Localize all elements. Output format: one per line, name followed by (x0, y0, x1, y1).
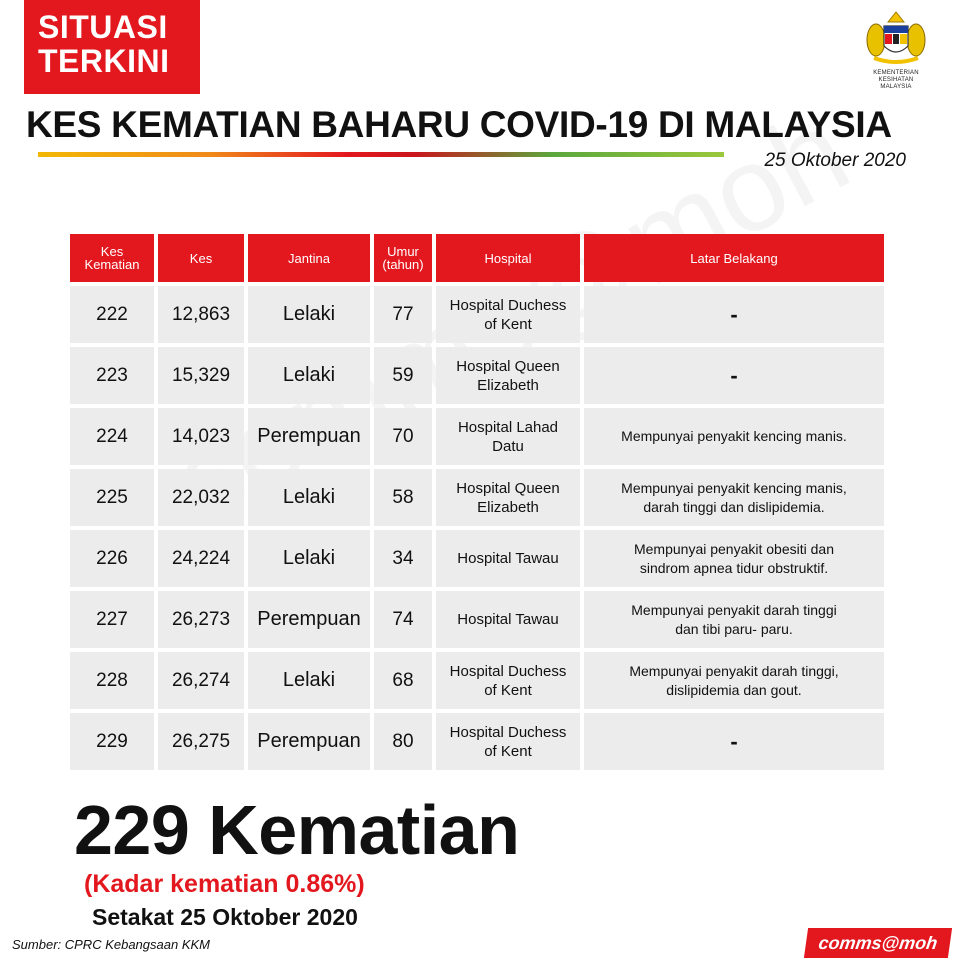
table-body (70, 286, 884, 770)
cell-latar-belakang: Mempunyai penyakit darah tinggi, dislipidemia dan gout. (584, 652, 884, 709)
malaysia-coat-of-arms-icon (864, 8, 928, 68)
table-row (70, 713, 884, 770)
table-header-cell: Latar Belakang (584, 234, 884, 282)
cell-latar-belakang: - (584, 713, 884, 770)
cell-hospital: Hospital Duchess of Kent (436, 286, 580, 343)
cell-kes: 14,023 (158, 408, 244, 465)
cell-jantina: Perempuan (248, 591, 370, 648)
table-header-row (70, 234, 884, 282)
cell-kes: 24,224 (158, 530, 244, 587)
cell-hospital: Hospital Tawau (436, 530, 580, 587)
cell-umur: 58 (374, 469, 432, 526)
cell-latar-belakang: Mempunyai penyakit darah tinggi dan tibi paru- paru. (584, 591, 884, 648)
table-row (70, 347, 884, 404)
cell-jantina: Lelaki (248, 469, 370, 526)
cell-kes-kematian: 225 (70, 469, 154, 526)
cell-latar-belakang: - (584, 286, 884, 343)
cell-kes-kematian: 226 (70, 530, 154, 587)
as-of-date: Setakat 25 Oktober 2020 (92, 904, 358, 930)
cell-latar-belakang: Mempunyai penyakit kencing manis. (584, 408, 884, 465)
cell-jantina: Perempuan (248, 713, 370, 770)
table-row (70, 591, 884, 648)
cell-kes-kematian: 224 (70, 408, 154, 465)
title-gradient-rule (38, 152, 724, 157)
page-title: KES KEMATIAN BAHARU COVID-19 DI MALAYSIA (26, 104, 892, 145)
cell-latar-belakang: Mempunyai penyakit kencing manis, darah tinggi dan dislipidemia. (584, 469, 884, 526)
cell-hospital: Hospital Queen Elizabeth (436, 469, 580, 526)
cell-kes: 22,032 (158, 469, 244, 526)
cell-kes: 15,329 (158, 347, 244, 404)
source-note: Sumber: CPRC Kebangsaan KKM (12, 937, 210, 952)
death-rate: (Kadar kematian 0.86%) (84, 870, 365, 898)
table-header-cell: Hospital (436, 234, 580, 282)
cell-latar-belakang: Mempunyai penyakit obesiti dan sindrom apnea tidur obstruktif. (584, 530, 884, 587)
table-row (70, 652, 884, 709)
table-header-cell: Kes Kematian (70, 234, 154, 282)
cell-hospital: Hospital Duchess of Kent (436, 713, 580, 770)
cell-kes-kematian: 222 (70, 286, 154, 343)
comms-moh-brand: comms@moh (804, 928, 952, 958)
ministry-emblem (856, 8, 936, 92)
table-header-cell: Kes (158, 234, 244, 282)
report-date: 25 Oktober 2020 (764, 150, 906, 171)
table-row (70, 530, 884, 587)
table-header-cell: Jantina (248, 234, 370, 282)
cell-kes: 12,863 (158, 286, 244, 343)
badge-line-1: SITUASI (38, 9, 168, 45)
cell-kes-kematian: 228 (70, 652, 154, 709)
cell-jantina: Lelaki (248, 530, 370, 587)
cell-kes: 26,274 (158, 652, 244, 709)
cell-kes: 26,275 (158, 713, 244, 770)
cell-hospital: Hospital Duchess of Kent (436, 652, 580, 709)
cell-hospital: Hospital Tawau (436, 591, 580, 648)
cell-umur: 59 (374, 347, 432, 404)
cell-umur: 74 (374, 591, 432, 648)
cell-latar-belakang: - (584, 347, 884, 404)
deaths-table-container (70, 230, 892, 774)
cell-umur: 77 (374, 286, 432, 343)
cell-kes-kematian: 229 (70, 713, 154, 770)
table-row (70, 408, 884, 465)
cell-hospital: Hospital Queen Elizabeth (436, 347, 580, 404)
cell-hospital: Hospital Lahad Datu (436, 408, 580, 465)
cell-umur: 80 (374, 713, 432, 770)
death-count: 229 Kematian (74, 791, 520, 869)
cell-kes: 26,273 (158, 591, 244, 648)
cell-jantina: Lelaki (248, 347, 370, 404)
table-row (70, 469, 884, 526)
situasi-terkini-badge (24, 0, 200, 94)
table-header-cell: Umur (tahun) (374, 234, 432, 282)
cell-umur: 70 (374, 408, 432, 465)
cell-jantina: Lelaki (248, 286, 370, 343)
badge-line-2: TERKINI (38, 43, 170, 79)
cell-kes-kematian: 227 (70, 591, 154, 648)
cell-umur: 34 (374, 530, 432, 587)
cell-umur: 68 (374, 652, 432, 709)
deaths-table (66, 230, 888, 774)
cell-jantina: Perempuan (248, 408, 370, 465)
cell-kes-kematian: 223 (70, 347, 154, 404)
ministry-name: KEMENTERIAN KESIHATAN MALAYSIA (873, 70, 919, 90)
table-row (70, 286, 884, 343)
cell-jantina: Lelaki (248, 652, 370, 709)
